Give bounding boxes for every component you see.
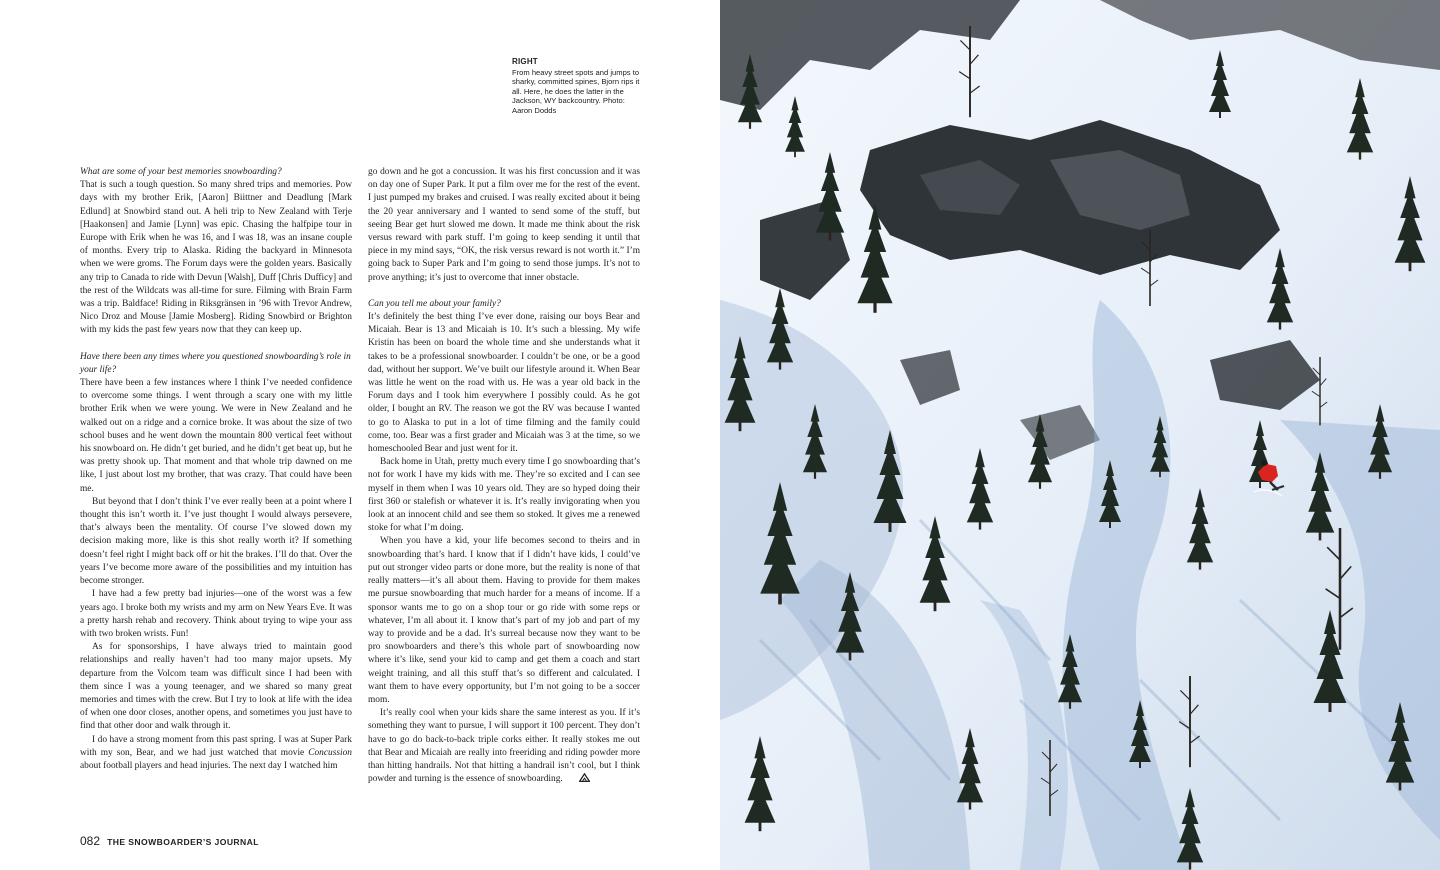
- paragraph-text: about football players and head injuries. The next day I watched him: [80, 760, 338, 771]
- answer-paragraph: It’s definitely the best thing I’ve ever done, raising our boys Bear and Micaiah. Bear is 13 and Micaiah is 10. It’s such a blessing. My wife Kristin has been on board the whole time and she understands what it takes to be a professional snowboarder. I couldn’t be one, or be a good dad, without her support. We’ve built our lifestyle around it. When Bear was little he went on the road with us. He was a year old back in the Forum days and I took him everywhere I possibly could. As he got older, I bought an RV. The reason we got the RV was because I wanted to go to Alaska to put in a lot of time filming and the family could come, too. Bear was a first grader and Micaiah was 3 at the time, so we homeschooled Bear and just went for it.: [368, 312, 640, 455]
- question-snowboarding-role: Have there been any times where you questioned snowboarding’s role in your life?: [80, 351, 351, 375]
- page-number: 082: [80, 834, 101, 848]
- mountain-triangle-icon: [567, 773, 590, 787]
- paragraph-text: I do have a strong moment from this past spring. I was at Super Park with my son, Bear, and we had just watched that movie: [80, 734, 352, 758]
- answer-paragraph: There have been a few instances where I think I’ve needed confidence to overcome some things. I went through a scary one with my little brother Erik when we were young. We were in New Zealand and he walked out on a ridge and a cornice broke. It was about the size of two school buses and he went down the mountain 800 vertical feet without his snowboard on. He didn’t get buried, and he didn’t get beat up, but he was pretty shook up. That moment and that whole trip dawned on me like, I just about lost my brother, that was crazy. That could have been me.: [80, 378, 352, 494]
- paragraph-text: It’s really cool when your kids share the same interest as you. If it’s something they want to pursue, I will support it 100 percent. They don’t have to go do back-to-back triple corks either. It really stokes me out that Bear and Micaiah are really into freeriding and riding powder more than hitting handrails. Not that hitting a handrail isn’t cool, but I think powder and turning is the essence of snowboarding.: [368, 708, 640, 785]
- answer-paragraph: [368, 707, 640, 787]
- answer-paragraph: But beyond that I don’t think I’ve ever really been at a point where I thought this isn’t worth it. I’ve just thought I would always persevere, that’s always been the mentality. Of course I’ve slowed down my decision making more, like is this shot really worth it? If something doesn’t feel right I might back off or hit the brakes. I’ll do that. Over the years I’ve become more aware of the possibilities and my intuition has become stronger.: [80, 496, 352, 587]
- answer-paragraph: [80, 734, 352, 774]
- question-best-memories: What are some of your best memories snowboarding?: [80, 167, 282, 177]
- article-column-2: [368, 166, 640, 787]
- answer-paragraph: As for sponsorships, I have always tried to maintain good relationships and really haven’t had too many major upsets. My departure from the Volcom team was difficult since I had been with them since I was a young teenager, and we shared so many great memories and times with the crew. But I try to look at life with the idea of when one door closes, another opens, and sometimes you just have to find that other door and walk through it.: [80, 642, 352, 732]
- question-family: Can you tell me about your family?: [368, 298, 501, 309]
- caption-heading: RIGHT: [512, 57, 538, 66]
- caption-text: From heavy street spots and jumps to sharky, committed spines, Bjorn rips it all. Here, he does the latter in the Jackson, WY backcountry. Photo: Aaron Dodds: [512, 67, 640, 115]
- backcountry-slope-image: [720, 0, 1440, 870]
- answer-paragraph: go down and he got a concussion. It was his first concussion and it was on day one of Super Park. It put a film over me for the rest of the event. I just pumped my brakes and cruised. I was really excited about it being the 20 year anniversary and I wanted to send some of the stuff, but seeing Bear get hurt slowed me down. It made me think about the risk versus reward with park stuff. I’m going to keep sending it until that piece in my mind says, “OK, the risk versus reward is not worth it.” I’m going back to Super Park and I’m going to send those jumps. It’s not to prove anything; it’s just to overcome that inner obstacle.: [368, 167, 640, 283]
- answer-paragraph: When you have a kid, your life becomes second to theirs and in snowboarding that’s hard. I know that if I didn’t have kids, I could’ve put out stronger video parts or done more, but the reality is none of that really matters—it’s all about them. Having to provide for them makes me pursue snowboarding that much harder for a means of income. If a sponsor wants me to go on a shop tour or go ride with some reps or whatever, I’m all about it. I know that’s part of my job and part of my way to provide and be a dad. It’s surreal because now they want to be pro snowboarders and there’s this whole part of snowboarding now where it’s like, send your kid to camp and get them a coach and start weight training, and all this stuff that’s so different and calculated. I want them to have every opportunity, but I’m not going to be a soccer mom.: [368, 536, 640, 705]
- photo-caption: [512, 57, 640, 116]
- magazine-name: THE SNOWBOARDER’S JOURNAL: [107, 837, 259, 847]
- snowboard-photo: [720, 0, 1440, 870]
- answer-best-memories: That is such a tough question. So many shred trips and memories. Pow days with my brother Erik, [Aaron] Biittner and Deadlung [Mark Edlund] at Snowbird stand out. A heli trip to New Zealand with Terje [Haakonsen] and Jamie [Lynn] was epic. Chasing the halfpipe tour in Europe with Erik when he was 16, and I was 18, was an insane couple of months. Every trip to Alaska. Riding the backyard in Minnesota when we were groms. The Forum days were the golden years. Basically any trip to Canada to ride with Devun [Walsh], Duff [Chris Dufficy] and the rest of the Wildcats was all-time for sure. Filming with Brain Farm was a trip. Baldface! Riding in Riksgränsen in ’96 with Trevor Andrew, Nico Droz and Mouse [Jamie Mosberg]. Riding Snowbird or Brighton with my kids the past few years now that they can keep up.: [80, 180, 353, 336]
- movie-title: Concussion: [308, 747, 352, 758]
- answer-paragraph: Back home in Utah, pretty much every time I go snowboarding that’s not for work I have my kids with me. They’re so excited and I can see myself in them when I was 10 years old. They are so hyped doing their first 360 or stalefish or whatever it is. It’s really invigorating when you look at an innocent child and see them so stoked. It gives me a renewed stoke for what I’m doing.: [368, 457, 640, 534]
- answer-paragraph: I have had a few pretty bad injuries—one of the worst was a few years ago. I broke both my wrists and my arm on New Years Eve. It was a pretty harsh rehab and recovery. Think about trying to wipe your ass with two broken wrists. Fun!: [80, 589, 352, 639]
- article-column-1: [80, 166, 352, 773]
- page-footer: [80, 834, 259, 848]
